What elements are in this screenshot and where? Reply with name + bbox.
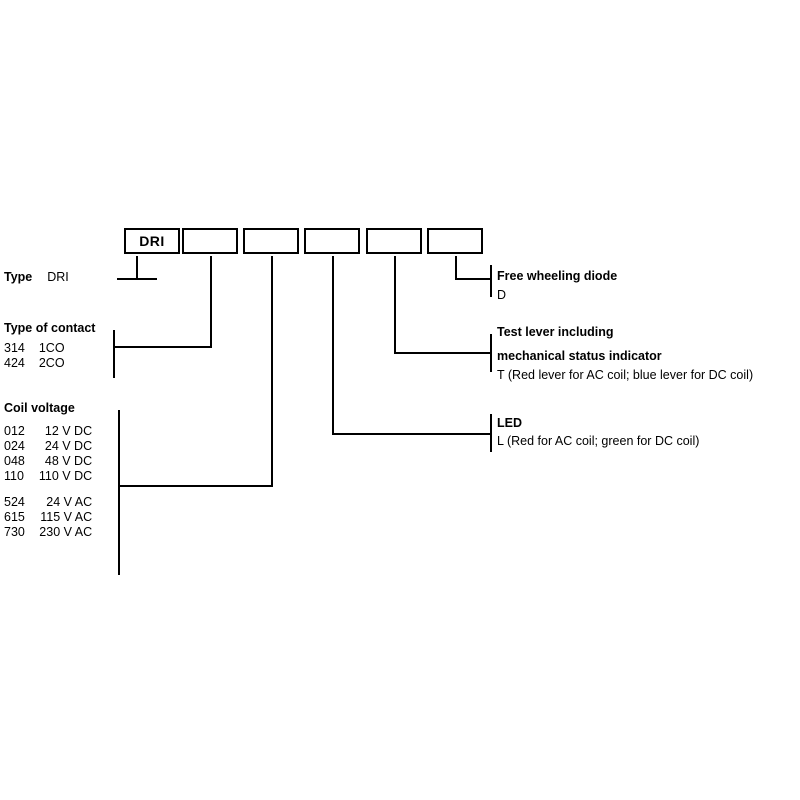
table-row — [4, 454, 92, 469]
table-row — [4, 469, 92, 484]
section-type-value: DRI — [47, 270, 69, 284]
coil-value-spacer — [39, 484, 92, 495]
section-test-lever-heading-2: mechanical status indicator — [497, 349, 662, 363]
coil-value-110: 110 V DC — [38, 469, 93, 483]
leader-line-coil-bracket — [118, 410, 120, 575]
coil-code-730: 730 — [4, 525, 25, 539]
coil-code-110: 110 — [4, 469, 24, 483]
section-led-line-1: L (Red for AC coil; green for DC coil) — [497, 434, 700, 448]
coil-code-048: 048 — [4, 454, 25, 468]
section-test-lever-line-1: T (Red lever for AC coil; blue lever for DC coil) — [497, 368, 754, 382]
table-row — [4, 510, 92, 525]
leader-line-test-lever-vertical — [394, 256, 396, 354]
contact-value-314: 1CO — [38, 341, 65, 355]
leader-line-led-bracket — [490, 414, 492, 452]
code-box-contact — [182, 228, 238, 254]
leader-line-contact-bracket — [113, 330, 115, 378]
section-led-heading: LED — [497, 416, 522, 430]
table-row — [4, 525, 92, 540]
leader-line-type-horizontal — [117, 278, 157, 280]
code-box-coil-voltage — [243, 228, 299, 254]
leader-line-test-lever-bracket — [490, 334, 492, 372]
table-row — [4, 495, 92, 510]
leader-line-led-horizontal — [332, 433, 492, 435]
coil-value-012: 12 V DC — [44, 424, 93, 438]
code-box-type: DRI — [124, 228, 180, 254]
section-contact-heading: Type of contact — [4, 321, 96, 335]
leader-line-led-vertical — [332, 256, 334, 435]
code-box-test-lever — [366, 228, 422, 254]
leader-line-type-vertical — [136, 256, 138, 280]
leader-line-contact-horizontal — [113, 346, 212, 348]
leader-line-test-lever-horizontal — [394, 352, 492, 354]
leader-line-diode-bracket — [490, 265, 492, 297]
coil-code-024: 024 — [4, 439, 25, 453]
section-coil-table — [4, 424, 92, 540]
coil-code-524: 524 — [4, 495, 25, 509]
coil-value-730: 230 V AC — [39, 525, 93, 539]
section-type — [4, 270, 69, 285]
leader-line-coil-vertical — [271, 256, 273, 487]
coil-code-spacer — [4, 484, 39, 495]
section-test-lever-heading: Test lever including — [497, 325, 614, 339]
coil-value-524: 24 V AC — [46, 495, 93, 509]
table-row — [4, 424, 92, 439]
contact-code-424: 424 — [4, 356, 25, 370]
leader-line-diode-vertical — [455, 256, 457, 280]
coil-code-012: 012 — [4, 424, 25, 438]
coil-value-048: 48 V DC — [44, 454, 93, 468]
code-box-free-wheeling-diode — [427, 228, 483, 254]
coil-value-024: 24 V DC — [44, 439, 93, 453]
section-type-heading: Type — [4, 270, 33, 284]
section-diode-heading: Free wheeling diode — [497, 269, 618, 283]
coil-code-615: 615 — [4, 510, 25, 524]
code-box-led — [304, 228, 360, 254]
table-row — [4, 439, 92, 454]
section-diode-line-1: D — [497, 288, 507, 302]
leader-line-coil-horizontal — [118, 485, 273, 487]
table-row — [4, 341, 65, 356]
leader-line-diode-horizontal — [455, 278, 492, 280]
section-coil-heading: Coil voltage — [4, 401, 75, 415]
section-contact-table — [4, 341, 65, 371]
contact-value-424: 2CO — [38, 356, 65, 370]
table-row-spacer — [4, 484, 92, 495]
leader-line-contact-vertical — [210, 256, 212, 348]
coil-value-615: 115 V AC — [40, 510, 93, 524]
table-row — [4, 356, 65, 371]
contact-code-314: 314 — [4, 341, 25, 355]
